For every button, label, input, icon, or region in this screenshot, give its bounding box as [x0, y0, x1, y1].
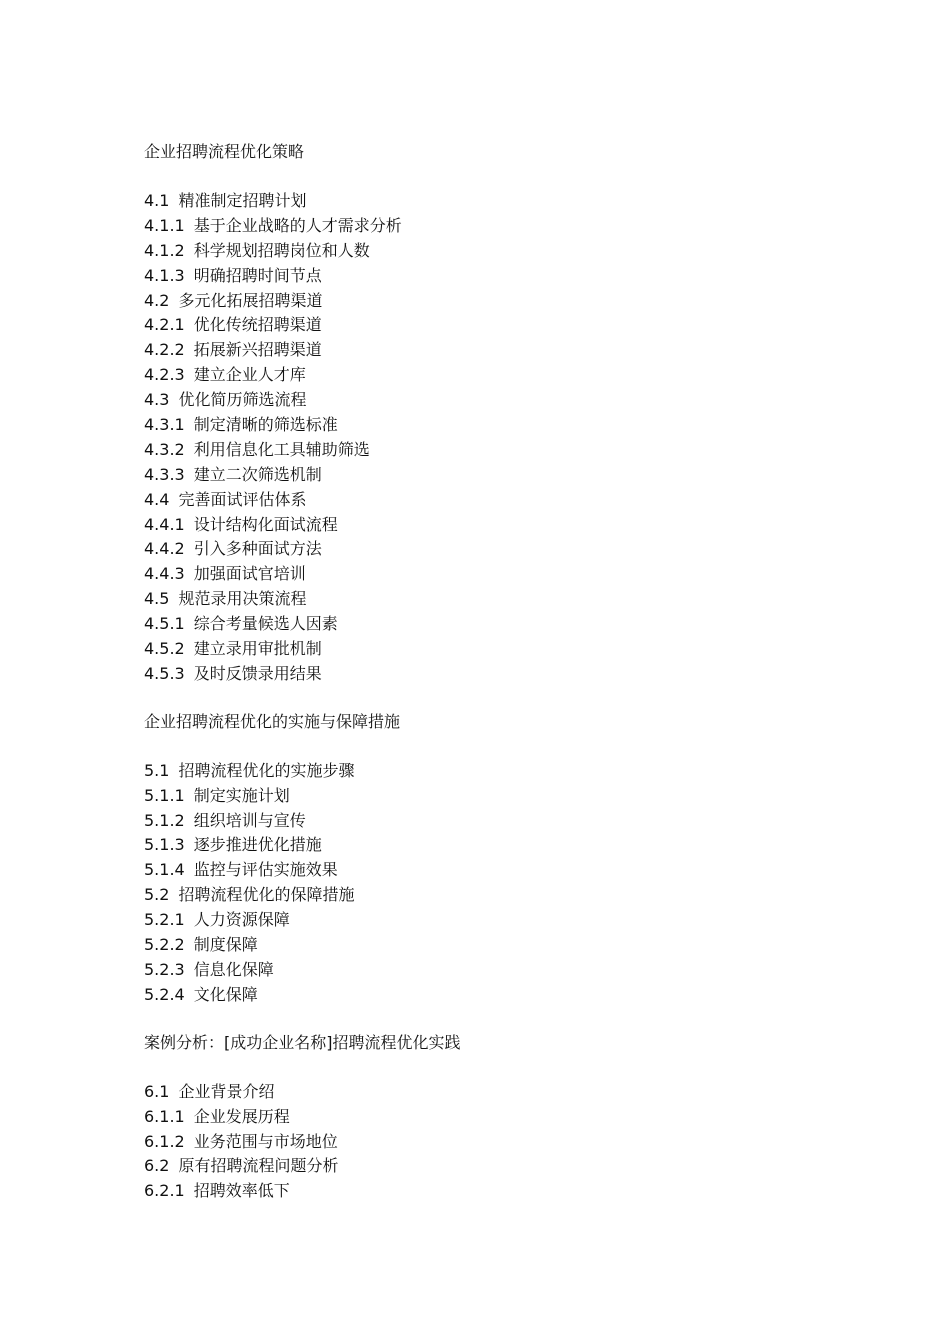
entry-title: 招聘流程优化的保障措施 — [178, 885, 355, 905]
entry-title: 原有招聘流程问题分析 — [178, 1156, 339, 1176]
entry-title: 优化简历筛选流程 — [178, 390, 307, 410]
entry-title: 业务范围与市场地位 — [193, 1131, 338, 1151]
entry-title: 制定实施计划 — [193, 785, 290, 805]
entry-number: 6.1.2 — [144, 1131, 185, 1151]
toc-entry — [144, 438, 864, 463]
entry-number: 5.1.4 — [144, 860, 185, 880]
section-heading: 案例分析：[成功企业名称]招聘流程优化实践 — [144, 1032, 461, 1052]
toc-entry — [144, 612, 864, 637]
toc-entry — [144, 214, 864, 239]
toc-list — [144, 1080, 864, 1204]
entry-number: 5.2.2 — [144, 935, 185, 955]
entry-number: 5.1.1 — [144, 785, 185, 805]
entry-title: 设计结构化面试流程 — [193, 514, 338, 534]
toc-entry — [144, 784, 864, 809]
toc-entry — [144, 833, 864, 858]
toc-entry — [144, 1179, 864, 1204]
section-case-study — [144, 1030, 864, 1204]
entry-number: 5.2 — [144, 885, 170, 905]
entry-number: 5.2.3 — [144, 959, 185, 979]
toc-list — [144, 189, 864, 687]
entry-number: 4.3.2 — [144, 439, 185, 459]
entry-title: 监控与评估实施效果 — [193, 860, 338, 880]
toc-entry — [144, 958, 864, 983]
entry-title: 加强面试官培训 — [193, 564, 306, 584]
entry-title: 企业背景介绍 — [178, 1081, 275, 1101]
entry-title: 优化传统招聘渠道 — [193, 315, 322, 335]
entry-number: 4.2.2 — [144, 340, 185, 360]
toc-entry — [144, 562, 864, 587]
entry-number: 4.4.2 — [144, 539, 185, 559]
entry-title: 招聘效率低下 — [193, 1181, 290, 1201]
toc-entry — [144, 189, 864, 214]
toc-entry — [144, 883, 864, 908]
toc-entry — [144, 488, 864, 513]
entry-number: 4.3.3 — [144, 464, 185, 484]
toc-entry — [144, 513, 864, 538]
entry-number: 4.5 — [144, 589, 170, 609]
entry-title: 招聘流程优化的实施步骤 — [178, 760, 355, 780]
toc-entry — [144, 908, 864, 933]
entry-number: 4.5.2 — [144, 639, 185, 659]
toc-entry — [144, 388, 864, 413]
toc-entry — [144, 1154, 864, 1179]
section-heading: 企业招聘流程优化策略 — [144, 142, 305, 161]
entry-title: 明确招聘时间节点 — [193, 265, 322, 285]
entry-title: 企业发展历程 — [193, 1106, 290, 1126]
toc-entry — [144, 587, 864, 612]
toc-entry — [144, 239, 864, 264]
entry-number: 5.1.2 — [144, 810, 185, 830]
toc-entry — [144, 933, 864, 958]
entry-number: 4.1.1 — [144, 215, 185, 235]
entry-number: 4.5.1 — [144, 614, 185, 634]
entry-title: 文化保障 — [193, 984, 258, 1004]
section-implementation — [144, 709, 864, 1008]
toc-entry — [144, 759, 864, 784]
entry-title: 规范录用决策流程 — [178, 589, 307, 609]
entry-title: 拓展新兴招聘渠道 — [193, 340, 322, 360]
entry-number: 4.2.1 — [144, 315, 185, 335]
entry-title: 组织培训与宣传 — [193, 810, 306, 830]
entry-title: 建立二次筛选机制 — [193, 464, 322, 484]
toc-entry — [144, 463, 864, 488]
toc-entry — [144, 1105, 864, 1130]
entry-number: 4.3 — [144, 390, 170, 410]
entry-title: 综合考量候选人因素 — [193, 614, 338, 634]
entry-number: 5.2.1 — [144, 910, 185, 930]
toc-entry — [144, 637, 864, 662]
entry-number: 4.4.1 — [144, 514, 185, 534]
toc-entry — [144, 413, 864, 438]
entry-number: 4.1.2 — [144, 240, 185, 260]
entry-title: 精准制定招聘计划 — [178, 191, 307, 210]
entry-number: 6.2.1 — [144, 1181, 185, 1201]
entry-number: 6.1 — [144, 1081, 170, 1101]
toc-entry — [144, 1130, 864, 1155]
entry-title: 引入多种面试方法 — [193, 539, 322, 559]
toc-entry — [144, 858, 864, 883]
entry-title: 多元化拓展招聘渠道 — [178, 290, 323, 310]
toc-entry — [144, 289, 864, 314]
toc-entry — [144, 363, 864, 388]
section-strategy — [144, 139, 864, 687]
toc-entry — [144, 338, 864, 363]
entry-number: 4.4.3 — [144, 564, 185, 584]
entry-title: 制定清晰的筛选标准 — [193, 415, 338, 435]
entry-title: 基于企业战略的人才需求分析 — [193, 215, 402, 235]
entry-number: 4.1 — [144, 191, 170, 210]
entry-title: 制度保障 — [193, 935, 258, 955]
toc-entry — [144, 809, 864, 834]
entry-title: 科学规划招聘岗位和人数 — [193, 240, 370, 260]
toc-list — [144, 759, 864, 1008]
toc-entry — [144, 264, 864, 289]
entry-number: 6.1.1 — [144, 1106, 185, 1126]
entry-number: 4.4 — [144, 489, 170, 509]
entry-title: 及时反馈录用结果 — [193, 663, 322, 683]
entry-number: 5.2.4 — [144, 984, 185, 1004]
toc-entry — [144, 983, 864, 1008]
entry-title: 利用信息化工具辅助筛选 — [193, 439, 370, 459]
entry-number: 6.2 — [144, 1156, 170, 1176]
entry-number: 4.2.3 — [144, 365, 185, 385]
entry-title: 建立录用审批机制 — [193, 639, 322, 659]
entry-number: 4.3.1 — [144, 415, 185, 435]
toc-entry — [144, 537, 864, 562]
document-body — [144, 139, 864, 1204]
entry-title: 逐步推进优化措施 — [193, 835, 322, 855]
entry-number: 4.2 — [144, 290, 170, 310]
entry-title: 信息化保障 — [193, 959, 274, 979]
entry-title: 完善面试评估体系 — [178, 489, 307, 509]
entry-title: 人力资源保障 — [193, 910, 290, 930]
toc-entry — [144, 313, 864, 338]
toc-entry — [144, 662, 864, 687]
toc-entry — [144, 1080, 864, 1105]
entry-number: 4.1.3 — [144, 265, 185, 285]
entry-number: 5.1 — [144, 760, 170, 780]
entry-number: 5.1.3 — [144, 835, 185, 855]
entry-number: 4.5.3 — [144, 663, 185, 683]
section-heading: 企业招聘流程优化的实施与保障措施 — [144, 711, 401, 731]
entry-title: 建立企业人才库 — [193, 365, 306, 385]
